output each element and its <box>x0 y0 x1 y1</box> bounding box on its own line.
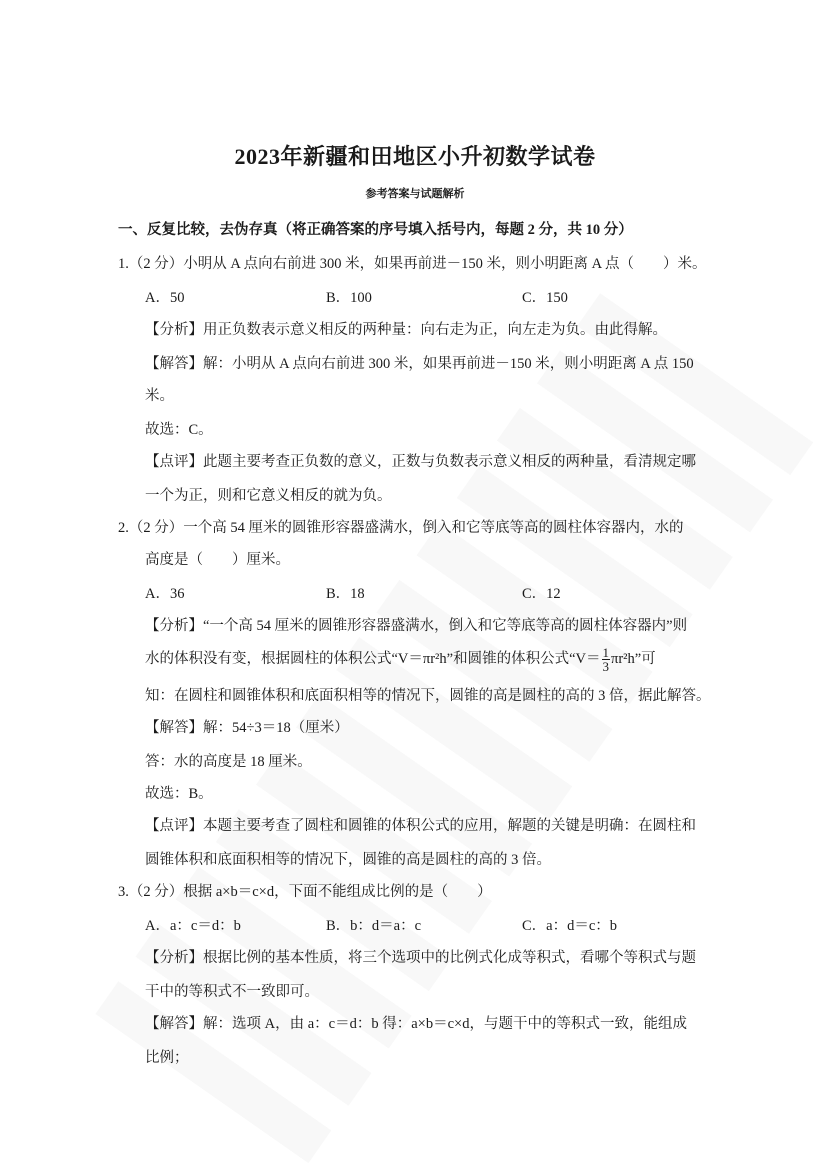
q2-option-a: A．36 <box>145 586 185 602</box>
q2-option-b: B．18 <box>326 586 365 602</box>
q2-answer: 【解答】解：54÷3＝18（厘米） <box>145 720 349 736</box>
q2-answer-cont: 答：水的高度是 18 厘米。 <box>145 754 312 770</box>
q2-analysis: 【分析】“一个高 54 厘米的圆锥形容器盛满水，倒入和它等底等高的圆柱体容器内”则 <box>145 618 688 634</box>
q3-analysis-cont: 干中的等积式不一致即可。 <box>145 984 319 1000</box>
q1-option-a: A．50 <box>145 290 185 306</box>
q1-comment: 【点评】此题主要考查正负数的意义，正数与负数表示意义相反的两种量，看清规定哪 <box>145 454 696 470</box>
question-1-stem: 1.（2 分）小明从 A 点向右前进 300 米，如果再前进－150 米，则小明距离 A 点（ ）米。 <box>118 256 707 272</box>
q2-comment: 【点评】本题主要考查了圆柱和圆锥的体积公式的应用，解题的关键是明确：在圆柱和 <box>145 818 696 834</box>
fraction: $\frac{1}{3}$ <box>602 645 609 674</box>
question-2-stem: 2.（2 分）一个高 54 厘米的圆锥形容器盛满水，倒入和它等底等高的圆柱体容器内，水的 <box>118 520 684 536</box>
q2-option-c: C．12 <box>522 586 561 602</box>
q1-choice: 故选：C。 <box>145 422 213 438</box>
q2-formula-text: 水的体积没有变，根据圆柱的体积公式“V＝πr²h”和圆锥的体积公式“V＝ <box>145 650 601 667</box>
q3-option-a: A．a：c＝d：b <box>145 918 241 934</box>
q2-formula-text-end: πr²h”可 <box>611 650 656 667</box>
q2-analysis-cont: 知：在圆柱和圆锥体积和底面积相等的情况下，圆锥的高是圆柱的高的 3 倍，据此解答。 <box>145 688 711 704</box>
page-title: 2023年新疆和田地区小升初数学试卷 <box>234 144 596 169</box>
q1-analysis: 【分析】用正负数表示意义相反的两种量：向右走为正，向左走为负。由此得解。 <box>145 322 667 338</box>
page-subtitle: 参考答案与试题解析 <box>365 188 465 200</box>
q1-comment-cont: 一个为正，则和它意义相反的就为负。 <box>145 488 392 504</box>
q3-answer-cont: 比例； <box>145 1050 189 1066</box>
section-heading: 一、反复比较，去伪存真（将正确答案的序号填入括号内，每题 2 分，共 10 分） <box>118 222 633 238</box>
q2-analysis-formula <box>145 646 656 673</box>
question-3-stem: 3.（2 分）根据 a×b＝c×d，下面不能组成比例的是（ ） <box>118 884 492 900</box>
question-2-stem-cont: 高度是（ ）厘米。 <box>145 552 290 568</box>
q3-option-c: C．a：d＝c：b <box>522 918 618 934</box>
q2-choice: 故选：B。 <box>145 786 213 802</box>
q3-answer: 【解答】解：选项 A，由 a：c＝d：b 得：a×b＝c×d，与题干中的等积式一致，能组成 <box>145 1016 687 1032</box>
q1-option-b: B．100 <box>326 290 372 306</box>
q2-comment-cont: 圆锥体积和底面积相等的情况下，圆锥的高是圆柱的高的 3 倍。 <box>145 852 551 868</box>
q1-answer-cont: 米。 <box>145 388 174 404</box>
q3-option-b: B．b：d＝a：c <box>326 918 422 934</box>
q1-option-c: C．150 <box>522 290 568 306</box>
q3-analysis: 【分析】根据比例的基本性质，将三个选项中的比例式化成等积式，看哪个等积式与题 <box>145 950 696 966</box>
q1-answer: 【解答】解：小明从 A 点向右前进 300 米，如果再前进－150 米，则小明距离 A 点 150 <box>145 356 694 372</box>
